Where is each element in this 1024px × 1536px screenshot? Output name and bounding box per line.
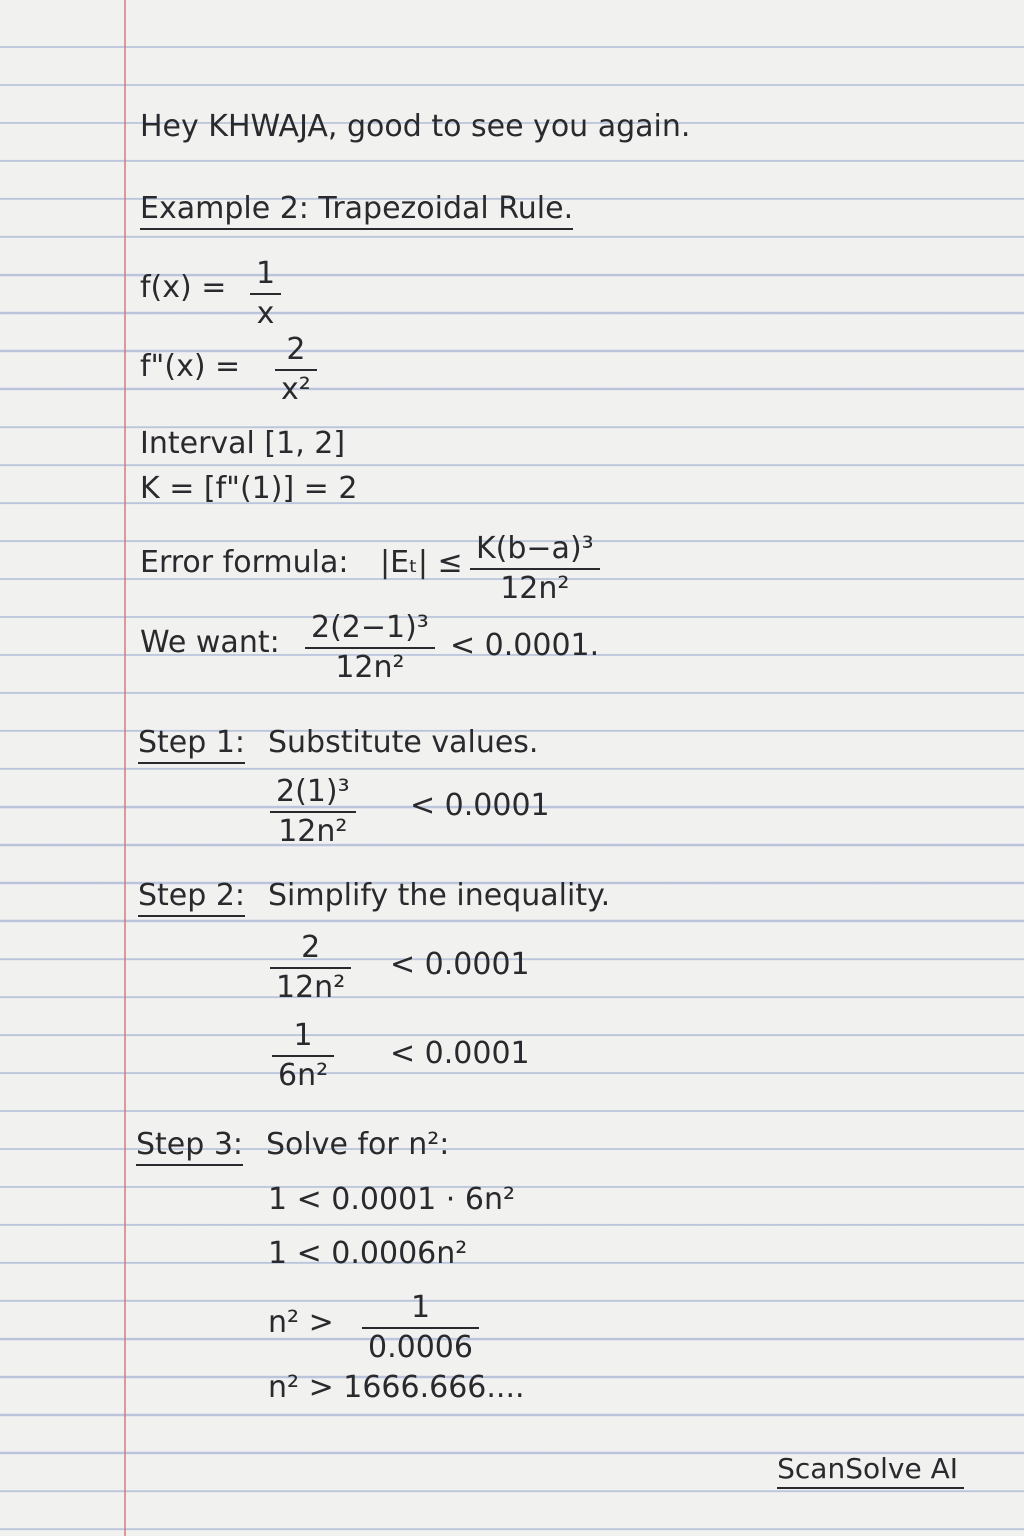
fraction-bar bbox=[470, 568, 600, 570]
step3-line3-numerator: 1 bbox=[410, 1290, 431, 1325]
want-numerator: 2(2−1)³ bbox=[311, 610, 429, 645]
greeting: Hey KHWAJA, good to see you again. bbox=[140, 109, 691, 144]
step2-fraction-a bbox=[270, 932, 351, 1003]
step2-fraction-b bbox=[272, 1020, 334, 1091]
step2-label: Step 2: bbox=[138, 881, 245, 917]
want-label: We want: bbox=[140, 625, 280, 660]
second-derivative-lhs: f"(x) = bbox=[140, 349, 241, 384]
step1-rhs: < 0.0001 bbox=[410, 788, 550, 823]
error-formula-denominator: 12n² bbox=[500, 570, 570, 606]
step2a-rhs: < 0.0001 bbox=[390, 947, 530, 982]
step1-label: Step 1: bbox=[138, 728, 245, 764]
function-numerator: 1 bbox=[256, 256, 276, 291]
fraction-bar bbox=[362, 1327, 479, 1329]
fraction-bar bbox=[270, 811, 356, 813]
second-derivative-denominator: x² bbox=[281, 371, 311, 407]
step3-line2: 1 < 0.0006n² bbox=[268, 1236, 468, 1271]
error-formula-label: Error formula: bbox=[140, 545, 349, 580]
error-formula-fraction bbox=[470, 533, 600, 604]
fraction-bar bbox=[270, 967, 351, 969]
fraction-bar bbox=[275, 369, 317, 371]
step3-line1: 1 < 0.0001 · 6n² bbox=[268, 1182, 516, 1217]
function-fraction bbox=[250, 258, 281, 329]
step3-text: Solve for n²: bbox=[266, 1127, 450, 1162]
want-rhs: < 0.0001. bbox=[450, 628, 600, 663]
want-denominator: 12n² bbox=[335, 649, 405, 685]
step1-numerator: 2(1)³ bbox=[276, 774, 350, 809]
fraction-bar bbox=[250, 293, 281, 295]
error-formula-lhs: |Eₜ| ≤ bbox=[380, 545, 463, 580]
step2b-numerator: 1 bbox=[293, 1018, 313, 1053]
step2a-numerator: 2 bbox=[301, 930, 321, 965]
interval-line: Interval [1, 2] bbox=[140, 426, 346, 461]
step1-fraction bbox=[270, 776, 356, 847]
step2b-rhs: < 0.0001 bbox=[390, 1036, 530, 1071]
step3-line3-lhs: n² > bbox=[268, 1305, 334, 1340]
step2-text: Simplify the inequality. bbox=[268, 878, 611, 913]
step3-line3-denominator: 0.0006 bbox=[368, 1329, 473, 1365]
signature: ScanSolve AI bbox=[777, 1452, 964, 1489]
k-line: K = [f"(1)] = 2 bbox=[140, 471, 358, 506]
step2b-denominator: 6n² bbox=[278, 1057, 329, 1093]
page-title: Example 2: Trapezoidal Rule. bbox=[140, 194, 573, 230]
step1-denominator: 12n² bbox=[278, 813, 348, 849]
step3-line4: n² > 1666.666.... bbox=[268, 1370, 525, 1405]
want-fraction bbox=[305, 612, 435, 683]
step2a-denominator: 12n² bbox=[276, 969, 346, 1005]
error-formula-numerator: K(b−a)³ bbox=[476, 531, 594, 566]
second-derivative-numerator: 2 bbox=[286, 332, 306, 367]
function-lhs: f(x) = bbox=[140, 270, 227, 305]
step3-label: Step 3: bbox=[136, 1130, 243, 1166]
step3-line3-fraction bbox=[362, 1292, 479, 1363]
function-denominator: x bbox=[256, 295, 275, 331]
step1-text: Substitute values. bbox=[268, 725, 539, 760]
margin-line bbox=[124, 0, 126, 1536]
fraction-bar bbox=[305, 647, 435, 649]
fraction-bar bbox=[272, 1055, 334, 1057]
second-derivative-fraction bbox=[275, 334, 317, 405]
